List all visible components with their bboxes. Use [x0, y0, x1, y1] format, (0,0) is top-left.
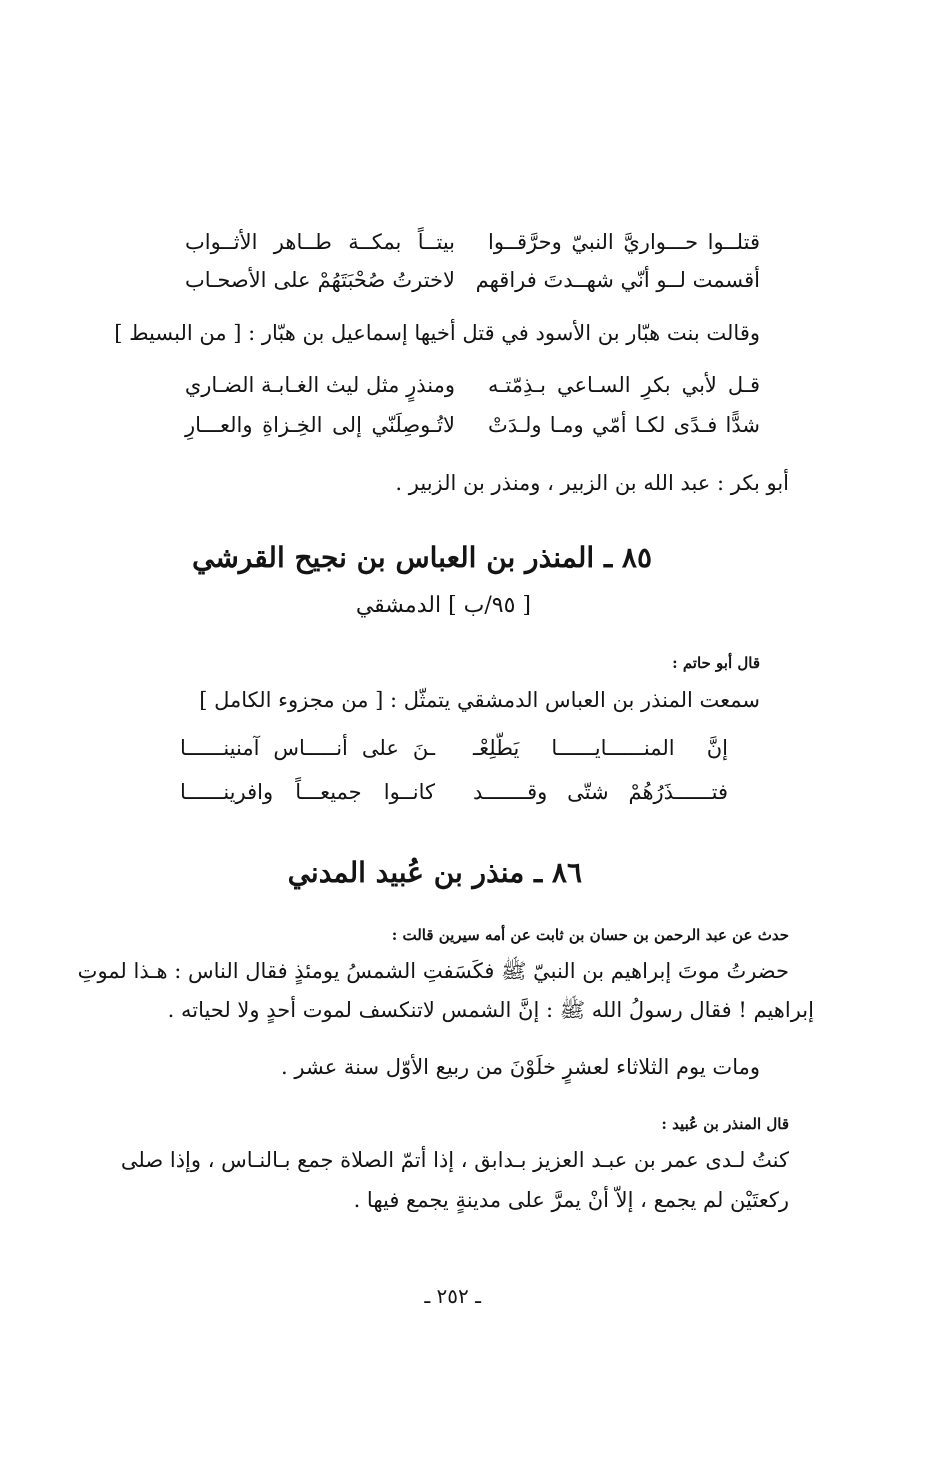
- attribution: قال أبو حاتم :: [672, 654, 760, 672]
- paragraph-line: ركعتَيْن لم يجمع ، إلاّ أنْ يمرَّ على مدينةٍ يجمع فيها .: [353, 1188, 789, 1212]
- verse-second-hemistich: ـنَ على أنـــــاس آمنينــــــا: [180, 736, 435, 760]
- poem-verse: [185, 410, 760, 440]
- section-heading: ٨٥ ـ المنذر بن العباس بن نجيح القرشي: [192, 541, 652, 574]
- verse-first-hemistich: إنَّ المنــــــايــــــا يَطّلِعْـ: [473, 736, 728, 760]
- paragraph-line: ومات يوم الثلاثاء لعشرٍ خلَوْنَ من ربيع الأوّل سنة عشر .: [281, 1055, 760, 1079]
- poem-verse: [180, 733, 728, 763]
- section-subheading: [ ٩٥/ب ] الدمشقي: [355, 593, 531, 618]
- verse-second-hemistich: بيتــاً بمكــة طــاهر الأثــواب: [185, 230, 455, 254]
- verse-first-hemistich: أقسمت لــو أنّي شهــدتَ فراقهم: [475, 268, 760, 292]
- page-number: ـ ٢٥٢ ـ: [424, 1284, 481, 1308]
- footnote-text: أبو بكر : عبد الله بن الزبير ، ومنذر بن الزبير .: [395, 471, 789, 495]
- paragraph-line: كنتُ لـدى عمر بن عبـد العزيز بـدابق ، إذا أتمّ الصلاة جمع بـالنـاس ، وإذا صلى: [120, 1148, 789, 1172]
- poem-intro: وقالت بنت هبّار بن الأسود في قتل أخيها إسماعيل بن هبّار : [ من البسيط ]: [114, 321, 760, 345]
- verse-second-hemistich: ومنذرٍ مثل ليث الغـابـة الضـاري: [184, 373, 455, 397]
- poem-verse: [180, 777, 728, 807]
- verse-second-hemistich: كانــوا جميعـــاً وافرينــــــا: [180, 780, 435, 804]
- attribution: قال المنذر بن عُبيد :: [661, 1115, 789, 1133]
- verse-first-hemistich: قـل لأبي بكرِ السـاعي بـذِمّتـه: [488, 373, 760, 397]
- verse-first-hemistich: فتــــــذَرُهُمْ شتّى وقـــــــد: [473, 780, 728, 804]
- verse-first-hemistich: قتلــوا حـــواريَّ النبيّ وحرَّقــوا: [488, 230, 760, 254]
- poem-verse: [185, 370, 760, 400]
- verse-first-hemistich: شدًّا فـدًى لكـا أمّي ومـا ولـدَتْ: [488, 413, 760, 437]
- section-heading: ٨٦ ـ منذر بن عُبيد المدني: [287, 856, 582, 889]
- poem-intro: سمعت المنذر بن العباس الدمشقي يتمثّل : [ من مجزوء الكامل ]: [199, 688, 760, 712]
- isnad: حدث عن عبد الرحمن بن حسان بن ثابت عن أمه سيرين قالت :: [391, 926, 789, 944]
- verse-second-hemistich: لاخترتُ صُحْبَتَهُمْ على الأصحـاب: [185, 268, 455, 292]
- paragraph-line: حضرتُ موتَ إبراهيم بن النبيّ ﷺ فكَسَفتِ الشمسُ يومئذٍ فقال الناس : هـذا لموتِ: [77, 959, 789, 983]
- poem-verse: [185, 265, 760, 295]
- poem-verse: [185, 227, 760, 257]
- paragraph-line: إبراهيم ! فقال رسولُ الله ﷺ : إنَّ الشمس لاتنكسف لموت أحدٍ ولا لحياته .: [167, 998, 814, 1022]
- verse-second-hemistich: لاتُـوصِلَنّي إلى الخِـزاةِ والعـــارِ: [185, 413, 455, 437]
